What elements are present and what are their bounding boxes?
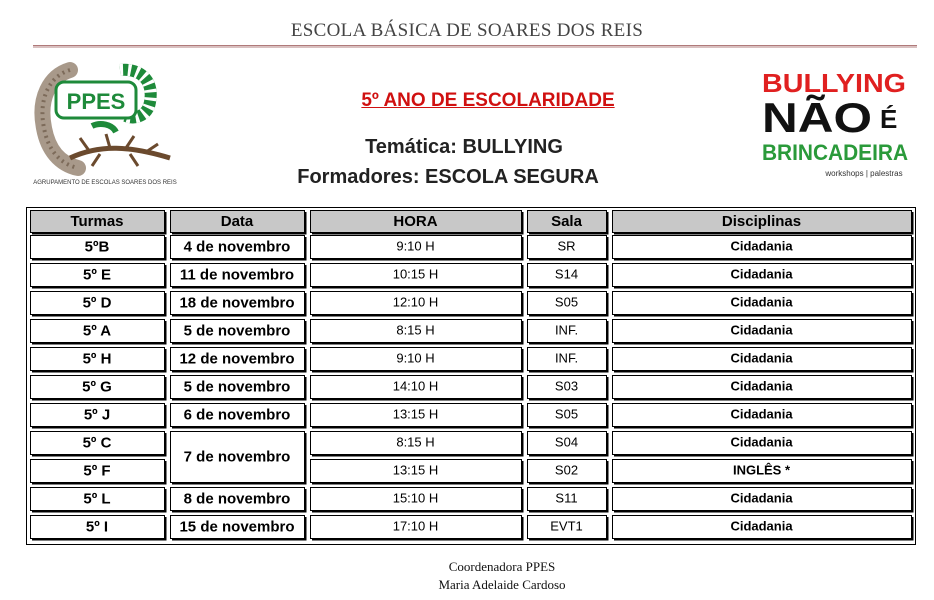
column-header-hora: HORA [393,213,438,230]
cell-hora-text: 8:15 H [396,434,435,450]
cell-sala-text: S05 [554,294,579,310]
cell-hora-text: 9:10 H [396,350,435,366]
cell-sala-text: S04 [554,434,579,450]
cell-disciplina-text: Cidadania [730,490,793,506]
cell-turma-text: 5º D [82,294,112,312]
cell-sala-text: S11 [555,490,578,506]
cell-disciplina-text: Cidadania [730,266,793,282]
cell-turma-text: 5º E [83,266,111,284]
cell-data-text: 15 de novembro [179,518,295,536]
cell-sala-text: SR [557,238,576,254]
cell-hora-text: 17:10 H [392,518,439,534]
cell-turma-text: 5º G [82,378,112,396]
coordinator-role: Coordenadora PPES [448,559,556,574]
cell-data-text: 4 de novembro [183,238,291,256]
cell-data-text: 7 de novembro [183,448,291,466]
cell-hora-text: 14:10 H [392,378,439,394]
cell-turma-text: 5º C [82,434,112,452]
cell-sala-text: INF. [554,322,579,338]
cell-sala-text: S14 [554,266,579,282]
cell-data-text: 5 de novembro [183,378,291,396]
schedule-table-grid [27,208,915,544]
bullying-logo-line1: BULLYING [762,68,906,98]
cell-sala-text: S03 [554,378,579,394]
cell-hora-text: 13:15 H [392,406,439,422]
cell-hora-text: 9:10 H [396,238,435,254]
cell-sala-text: S02 [554,462,579,478]
cell-data-text: 6 de novembro [183,406,291,424]
cell-turma-text: 5º L [83,490,111,508]
cell-data-text: 12 de novembro [179,350,295,368]
cell-hora-text: 12:10 H [392,294,439,310]
cell-hora-text: 15:10 H [392,490,439,506]
cell-turma-text: 5ºB [84,238,110,256]
cell-disciplina-text: Cidadania [730,434,793,450]
school-name: ESCOLA BÁSICA DE SOARES DOS REIS [290,20,644,41]
cell-disciplina-text: Cidadania [730,294,793,310]
cell-turma-text: 5º I [85,518,109,536]
header-divider [33,45,917,48]
cell-disciplina-text: Cidadania [730,378,793,394]
cell-turma-text: 5º A [82,322,112,340]
cell-data-text: 8 de novembro [183,490,291,508]
cell-data-text: 11 de novembro [179,266,295,284]
schedule-table [26,207,916,545]
coordinator-name: Maria Adelaide Cardoso [438,577,566,592]
ppes-logo-caption: AGRUPAMENTO DE ESCOLAS SOARES DOS REIS [33,180,177,186]
grade-title [0,90,934,112]
cell-data-text: 18 de novembro [179,294,295,312]
cell-turma-text: 5º J [83,406,111,424]
cell-sala-text: EVT1 [550,518,583,534]
cell-data-text: 5 de novembro [183,322,291,340]
column-header-sala: Sala [551,213,582,230]
cell-sala-text: S05 [554,406,579,422]
bullying-logo-caption: workshops | palestras [825,169,903,178]
column-header-disciplina: Disciplinas [721,213,802,230]
cell-hora-text: 8:15 H [396,322,435,338]
cell-disciplina-text: Cidadania [730,238,793,254]
cell-disciplina-text: Cidadania [730,518,793,534]
ppes-logo-text: PPES [66,89,126,114]
bullying-logo-line2: NÃO [762,94,872,141]
column-header-data: Data [220,213,254,230]
cell-hora-text: 13:15 H [392,462,439,478]
cell-turma-text: 5º F [83,462,111,480]
cell-disciplina-text: Cidadania [730,322,793,338]
cell-turma-text: 5º H [82,350,112,368]
bullying-logo-line2b: É [880,104,898,134]
cell-disciplina-text: Cidadania [730,350,793,366]
cell-sala-text: INF. [554,350,579,366]
grade-title-text: 5º ANO DE ESCOLARIDADE [361,90,615,111]
column-header-turma: Turmas [70,213,124,230]
cell-hora-text: 10:15 H [392,266,439,282]
cell-disciplina-text: Cidadania [730,406,793,422]
bullying-logo-line3: BRINCADEIRA [762,140,909,165]
trainers-line: Formadores: ESCOLA SEGURA [297,166,599,188]
cell-disciplina-text: INGLÊS * [732,462,791,478]
theme-line: Temática: BULLYING [365,136,563,158]
